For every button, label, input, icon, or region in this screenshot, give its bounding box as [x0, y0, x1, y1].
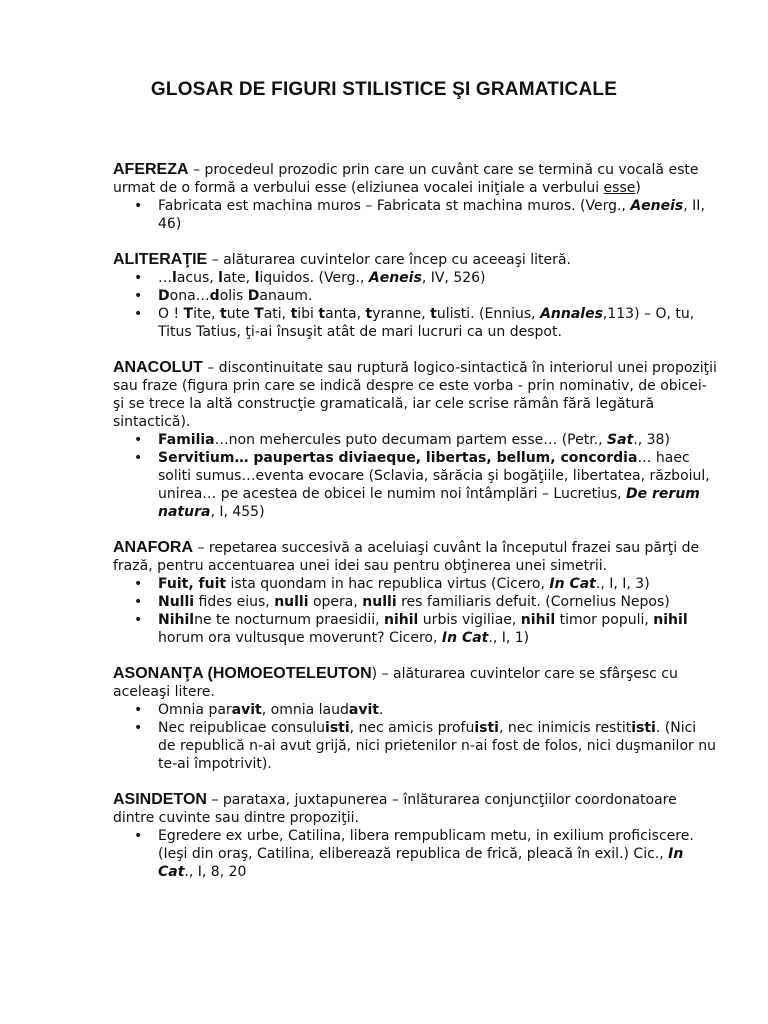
definition-text: – alăturarea cuvintelor care se sfârşesc cu aceleaşi litere.	[113, 666, 678, 700]
definition-text: – procedeul prozodic prin care un cuvânt care se termină cu vocală este urmat de o formă a verbului esse (eliziunea vocalei iniţiale a verbului	[113, 162, 699, 196]
list-item	[158, 287, 718, 305]
definition-text: – parataxa, juxtapunerea – înlăturarea conjuncţiilor coordonatoare dintre cuvinte sau dintre propoziţii.	[113, 792, 677, 826]
reference: , II, 46)	[158, 198, 705, 232]
example-list	[113, 701, 718, 773]
entry-term: ALITERAŢIE	[113, 251, 208, 268]
entry-asonanta	[113, 665, 718, 773]
example-text: fides eius,	[194, 594, 275, 610]
entry-definition	[113, 251, 718, 269]
example-text: timor populi,	[555, 612, 654, 628]
example-text: anaum.	[259, 288, 313, 304]
reference: ., I, 8, 20	[184, 864, 247, 880]
list-item	[158, 719, 718, 773]
work-title: In Cat	[158, 846, 684, 880]
entry-definition	[113, 539, 718, 575]
reference: , IV, 526)	[421, 270, 486, 286]
highlight: isti	[631, 720, 656, 736]
highlight: nihil	[653, 612, 688, 628]
example-text: opera,	[308, 594, 363, 610]
underlined-term: esse	[603, 180, 636, 196]
example-list	[113, 827, 718, 881]
highlight: t	[365, 306, 373, 322]
highlight: avit	[231, 702, 262, 718]
example-text: Egredere ex urbe, Catilina, libera rempublicam metu, in exilium proficiscere. (Ieşi din oraş, Catilina, eliberează republica de frică, pleacă în exil.) Cic.,	[158, 828, 694, 862]
reference: ., I, I, 3)	[595, 576, 650, 592]
work-title: In Cat	[549, 576, 596, 592]
list-item	[158, 305, 718, 341]
reference: ., 38)	[633, 432, 670, 448]
example-text: ati,	[263, 306, 291, 322]
highlight: Fuit, fuit	[158, 576, 227, 592]
list-item	[158, 611, 718, 647]
work-title: Aeneis	[368, 270, 422, 286]
highlight: nihil	[520, 612, 556, 628]
list-item	[158, 449, 718, 521]
example-text: anta,	[325, 306, 366, 322]
highlight: Servitium… paupertas diviaeque, libertas, bellum, concordia	[158, 450, 638, 466]
term-end: )	[371, 666, 378, 682]
entry-anafora	[113, 539, 718, 647]
example-text: urbis vigiliae,	[418, 612, 521, 628]
example-text: Fabricata est machina muros – Fabricata st machina muros. (Verg.,	[158, 198, 631, 214]
example-text: ne te nocturnum praesidii,	[194, 612, 385, 628]
definition-text: – discontinuitate sau ruptură logico-sintactică în interiorul unei propoziţii sau fraze (figura prin care se indică despre ce este vorba - prin nominativ, de obicei- şi se trece la altă construcţie gramaticală, iar cele scrise rămân fără legătură sintactică).	[113, 360, 717, 430]
list-item	[158, 593, 718, 611]
example-text: acus,	[176, 270, 219, 286]
highlight: t	[318, 306, 326, 322]
highlight: Nulli	[158, 594, 195, 610]
highlight: T	[254, 306, 264, 322]
list-item	[158, 197, 718, 233]
example-text: yranne,	[372, 306, 431, 322]
example-text: Omnia par	[158, 702, 232, 718]
example-text: …	[158, 270, 172, 286]
example-text: ona…	[169, 288, 210, 304]
reference: ., I, 1)	[488, 630, 530, 646]
example-text: Nec reipublicae consulu	[158, 720, 326, 736]
example-text: , nec inimicis restit	[498, 720, 632, 736]
entry-definition	[113, 161, 718, 197]
definition-text: – repetarea succesivă a aceluiaşi cuvânt la începutul frazei sau părţi de frază, pentru accentuarea unei idei sau pentru obţinerea unei simetrii.	[113, 540, 700, 574]
reference: , I, 455)	[210, 504, 265, 520]
highlight: avit	[348, 702, 379, 718]
reference: ,113) – O, tu, Titus Tatius, ţi-ai însuşit atât de mari lucruri ca un despot.	[158, 306, 695, 340]
work-title: Sat	[607, 432, 634, 448]
list-item	[158, 827, 718, 881]
example-text: , omnia laud	[261, 702, 349, 718]
entry-term: ANAFORA	[113, 539, 193, 556]
example-text: ute	[226, 306, 255, 322]
highlight: Familia	[158, 432, 215, 448]
work-title: In Cat	[441, 630, 489, 646]
example-list	[113, 269, 718, 341]
entry-definition	[113, 791, 718, 827]
highlight: l	[218, 270, 223, 286]
list-item	[158, 431, 718, 449]
work-title: De rerum natura	[158, 486, 700, 520]
entry-anacolut	[113, 359, 718, 521]
highlight: T	[183, 306, 194, 322]
example-text: … haec soliti sumus…eventa evocare (Sclavia, sărăcia şi bogăţiile, libertatea, războiul, unirea… pe acestea de obicei le numim noi întâmplări – Lucretius,	[158, 450, 710, 502]
entry-asindeton	[113, 791, 718, 881]
example-text: . (Nici de republică n-ai avut grijă, nici prietenilor n-ai fost de folos, nici duşmanilor nu te-ai împotrivit).	[158, 720, 716, 772]
example-text: horum ora vultusque moverunt? Cicero,	[158, 630, 442, 646]
highlight: d	[209, 288, 220, 304]
entry-aliteratie	[113, 251, 718, 341]
entry-term: ANACOLUT	[113, 359, 203, 376]
definition-end: )	[635, 180, 641, 196]
example-text: ite,	[193, 306, 221, 322]
highlight: l	[254, 270, 260, 286]
example-list	[113, 431, 718, 521]
work-title: Annales	[540, 306, 603, 322]
glossary-content	[113, 161, 718, 899]
highlight: isti	[474, 720, 499, 736]
example-list	[113, 197, 718, 233]
highlight: D	[247, 288, 260, 304]
highlight: nulli	[362, 594, 397, 610]
example-text: O !	[158, 306, 184, 322]
highlight: t	[430, 306, 437, 322]
example-text: iquidos. (Verg.,	[259, 270, 369, 286]
example-text: res familiaris defuit. (Cornelius Nepos)	[396, 594, 670, 610]
entry-definition	[113, 665, 718, 701]
list-item	[158, 269, 718, 287]
example-text: ate,	[222, 270, 255, 286]
highlight: t	[290, 306, 298, 322]
example-text: ibi	[297, 306, 319, 322]
list-item	[158, 575, 718, 593]
highlight: t	[220, 306, 227, 322]
highlight: nulli	[274, 594, 309, 610]
highlight: D	[158, 288, 170, 304]
entry-term: ASONANŢA (HOMOEOTELEUTON	[113, 665, 372, 682]
example-list	[113, 575, 718, 647]
example-text: olis	[219, 288, 248, 304]
page-title: GLOSAR DE FIGURI STILISTICE ŞI GRAMATICALE	[150, 79, 618, 100]
entry-term: AFEREZA	[113, 161, 189, 178]
entry-afereza	[113, 161, 718, 233]
list-item	[158, 701, 718, 719]
highlight: isti	[325, 720, 350, 736]
entry-definition	[113, 359, 718, 431]
entry-term: ASINDETON	[113, 791, 207, 808]
highlight: Nihil	[158, 612, 195, 628]
highlight: l	[172, 270, 177, 286]
definition-text: – alăturarea cuvintelor care încep cu aceeaşi literă.	[207, 252, 571, 268]
work-title: Aeneis	[630, 198, 684, 214]
example-text: .	[378, 702, 384, 718]
example-text: ulisti. (Ennius,	[436, 306, 541, 322]
example-text: , nec amicis profu	[349, 720, 475, 736]
highlight: nihil	[384, 612, 419, 628]
example-text: …non mehercules puto decumam partem esse… (Petr.,	[214, 432, 608, 448]
example-text: ista quondam in hac republica virtus (Cicero,	[226, 576, 550, 592]
